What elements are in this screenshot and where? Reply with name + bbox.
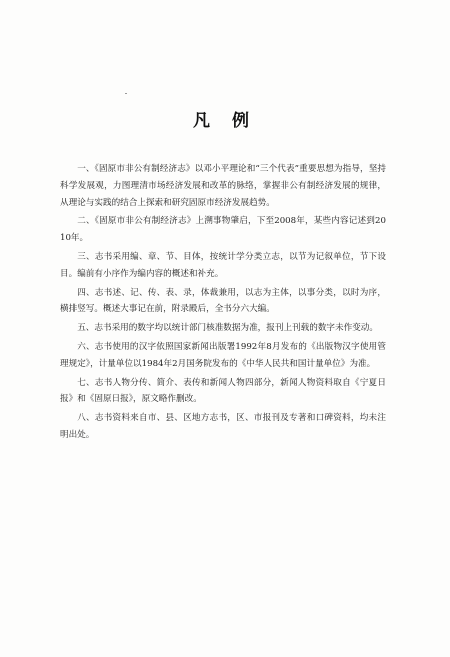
page-title: 凡 例: [193, 111, 257, 131]
convention-item-8: 八、志书资料来自市、县、区地方志书，区、市报刊及专著和口碑资料，均未注明出处。: [60, 413, 386, 440]
convention-item-7: 七、志书人物分传、简介、表传和新闻人物四部分，新闻人物资料取自《宁夏日报》和《固原日报》，原文略作删改。: [60, 377, 386, 405]
convention-item-5: 五、志书采用的数字均以统计部门核准数据为准，报刊上刊载的数字未作变动。: [77, 323, 378, 334]
conventions-list: [60, 161, 386, 446]
convention-item-2: 二、《固原市非公有制经济志》上溯事物肇启，下至2008年，某些内容记述到2010年。: [60, 216, 386, 244]
convention-item-4: 四、志书述、记、传、表、录，体裁兼用，以志为主体，以事分类，以时为序，横排竖写。概述大事记在前，附录殿后，全书分六大编。: [60, 287, 386, 315]
convention-item-6: 六、志书使用的汉字依照国家新闻出版署1992年8月发布的《出版物汉字使用管理规定》，计量单位以1984年2月国务院发布的《中华人民共和国计量单位》为准。: [60, 341, 386, 369]
scan-speck: [125, 93, 127, 94]
convention-item-1: 一、《固原市非公有制经济志》以邓小平理论和“三个代表”重要思想为指导，坚持科学发展观，力图理清市场经济发展和改革的脉络，掌握非公有制经济发展的规律，从理论与实践的结合上探索和研究固原市经济发展趋势。: [60, 164, 386, 208]
convention-item-3: 三、志书采用编、章、节、目体，按统计学分类立志，以节为记叙单位，节下设目。编前有小序作为编内容的概述和补充。: [60, 251, 386, 279]
